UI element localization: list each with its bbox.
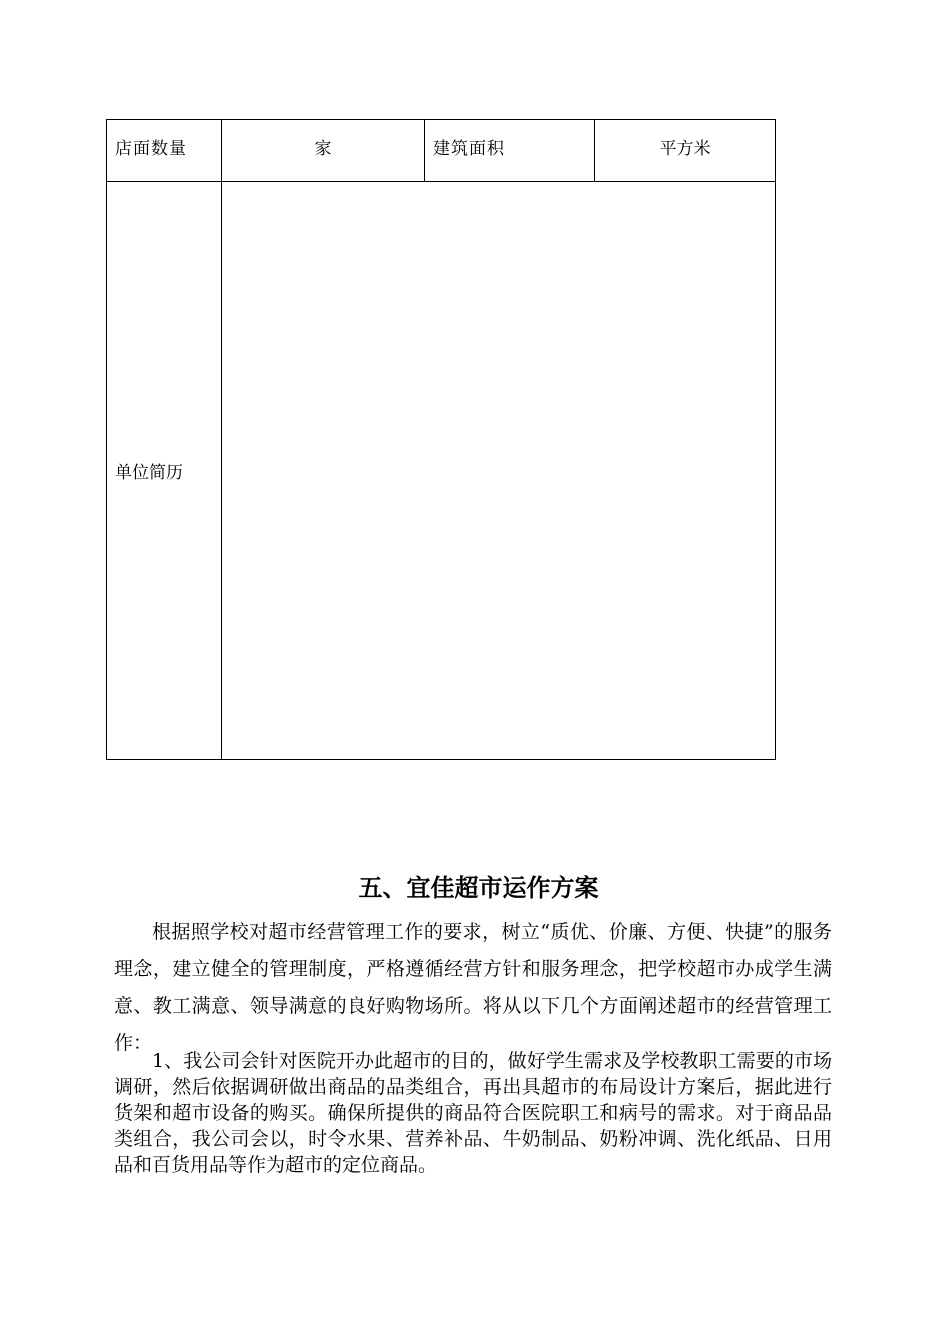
store-count-label: 店面数量 [107,120,222,182]
building-area-unit: 平方米 [595,120,776,182]
resume-content-cell [222,182,776,760]
section-title: 五、宜佳超市运作方案 [358,874,599,902]
plan-item-1-paragraph: 1、我公司会针对医院开办此超市的目的，做好学生需求及学校教职工需要的市场调研，然后依据调研做出商品的品类组合，再出具超市的布局设计方案后，据此进行货架和超市设备的购买。确保所提供的商品符合医院职工和病号的需求。对于商品品类组合，我公司会以，时令水果、营养补品、牛奶制品、奶粉冲调、洗化纸品、日用品和百货用品等作为超市的定位商品。 [114,1050,832,1176]
intro-paragraph: 根据照学校对超市经营管理工作的要求，树立“质优、价廉、方便、快捷”的服务理念，建立健全的管理制度，严格遵循经营方针和服务理念，把学校超市办成学生满意、教工满意、领导满意的良好购物场所。将从以下几个方面阐述超市的经营管理工作： [114,921,832,1054]
store-info-table [106,119,776,760]
building-area-label: 建筑面积 [425,120,595,182]
store-count-unit: 家 [222,120,425,182]
table-row [107,120,776,182]
resume-label: 单位简历 [107,182,222,760]
table-row [107,182,776,760]
